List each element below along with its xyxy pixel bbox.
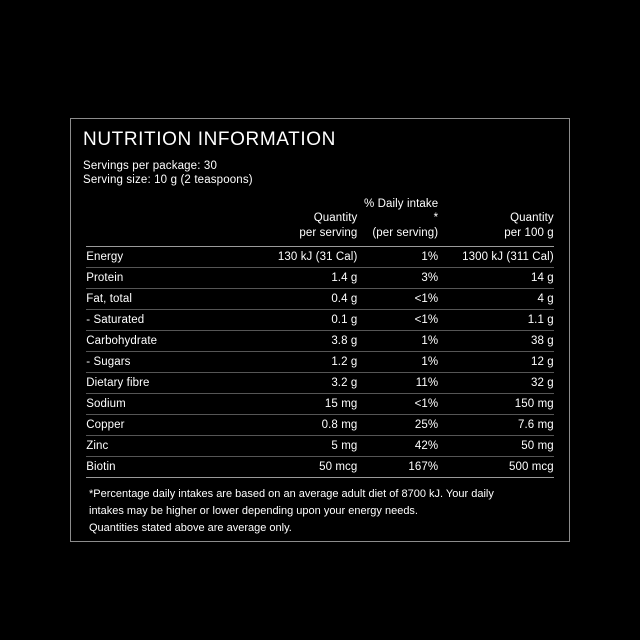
table-row xyxy=(86,415,554,436)
column-header-daily-intake xyxy=(357,197,460,240)
row-nutrient-name: Carbohydrate xyxy=(86,331,254,352)
row-per-100g: 12 g xyxy=(460,352,554,373)
row-per-100g: 500 mcg xyxy=(460,457,554,478)
row-nutrient-name: Energy xyxy=(86,247,254,268)
column-header-quantity-per-serving xyxy=(255,197,358,240)
row-daily-intake: 42% xyxy=(357,436,460,457)
table-row xyxy=(86,331,554,352)
row-nutrient-name: Dietary fibre xyxy=(86,373,254,394)
row-per-100g: 1300 kJ (311 Cal) xyxy=(460,247,554,268)
row-daily-intake: 11% xyxy=(357,373,460,394)
row-nutrient-name: - Saturated xyxy=(86,310,254,331)
column-header-quantity-per-serving-line2: per serving xyxy=(299,226,358,239)
footnote-line-3: Quantities stated above are average only. xyxy=(89,522,292,535)
row-nutrient-name: Copper xyxy=(86,415,254,436)
row-nutrient-name: Protein xyxy=(86,268,254,289)
row-per-100g: 150 mg xyxy=(460,394,554,415)
row-nutrient-name: Fat, total xyxy=(86,289,254,310)
row-per-100g: 14 g xyxy=(460,268,554,289)
row-per-serving: 5 mg xyxy=(255,436,358,457)
row-per-serving: 50 mcg xyxy=(255,457,358,478)
footnotes xyxy=(89,486,529,537)
row-daily-intake: <1% xyxy=(357,289,460,310)
column-header-quantity-per-serving-line1: Quantity xyxy=(313,212,358,225)
nutrition-information-panel xyxy=(70,118,570,542)
column-header-quantity-per-100g xyxy=(460,197,554,240)
row-per-serving: 0.4 g xyxy=(255,289,358,310)
row-per-serving: 3.2 g xyxy=(255,373,358,394)
row-daily-intake: <1% xyxy=(357,394,460,415)
table-header-row xyxy=(86,197,554,240)
row-per-serving: 1.4 g xyxy=(255,268,358,289)
footnote-line-1: *Percentage daily intakes are based on an average adult diet of 8700 kJ. Your daily xyxy=(89,488,494,501)
row-per-100g: 32 g xyxy=(460,373,554,394)
row-daily-intake: <1% xyxy=(357,310,460,331)
row-daily-intake: 3% xyxy=(357,268,460,289)
table-row xyxy=(86,268,554,289)
row-daily-intake: 1% xyxy=(357,352,460,373)
row-per-serving: 15 mg xyxy=(255,394,358,415)
column-header-nutrient xyxy=(86,197,254,240)
table-row xyxy=(86,394,554,415)
row-per-serving: 0.8 mg xyxy=(255,415,358,436)
row-per-serving: 130 kJ (31 Cal) xyxy=(255,247,358,268)
row-nutrient-name: - Sugars xyxy=(86,352,254,373)
table-head xyxy=(86,197,554,247)
table-row xyxy=(86,310,554,331)
row-nutrient-name: Zinc xyxy=(86,436,254,457)
panel-inner xyxy=(79,129,561,537)
row-nutrient-name: Sodium xyxy=(86,394,254,415)
row-daily-intake: 1% xyxy=(357,331,460,352)
row-daily-intake: 1% xyxy=(357,247,460,268)
row-per-serving: 0.1 g xyxy=(255,310,358,331)
serving-size: Serving size: 10 g (2 teaspoons) xyxy=(83,174,253,186)
footnote-line-2: intakes may be higher or lower depending upon your energy needs. xyxy=(89,505,418,518)
row-daily-intake: 25% xyxy=(357,415,460,436)
table-row xyxy=(86,457,554,478)
table-row xyxy=(86,373,554,394)
row-nutrient-name: Biotin xyxy=(86,457,254,478)
row-per-100g: 7.6 mg xyxy=(460,415,554,436)
column-header-daily-intake-line1: % Daily intake * xyxy=(363,198,439,225)
row-per-serving: 3.8 g xyxy=(255,331,358,352)
column-header-quantity-per-100g-line1: Quantity xyxy=(510,212,554,225)
table-row xyxy=(86,289,554,310)
row-per-100g: 38 g xyxy=(460,331,554,352)
column-header-daily-intake-line2: (per serving) xyxy=(372,226,439,239)
table-row xyxy=(86,352,554,373)
row-daily-intake: 167% xyxy=(357,457,460,478)
table-row xyxy=(86,436,554,457)
row-per-100g: 4 g xyxy=(460,289,554,310)
row-per-100g: 50 mg xyxy=(460,436,554,457)
row-per-serving: 1.2 g xyxy=(255,352,358,373)
page-title: NUTRITION INFORMATION xyxy=(83,129,336,150)
row-per-100g: 1.1 g xyxy=(460,310,554,331)
table-row xyxy=(86,247,554,268)
nutrition-table xyxy=(86,197,554,478)
table-body xyxy=(86,247,554,478)
servings-per-package: Servings per package: 30 xyxy=(83,160,218,172)
column-header-quantity-per-100g-line2: per 100 g xyxy=(504,226,554,239)
